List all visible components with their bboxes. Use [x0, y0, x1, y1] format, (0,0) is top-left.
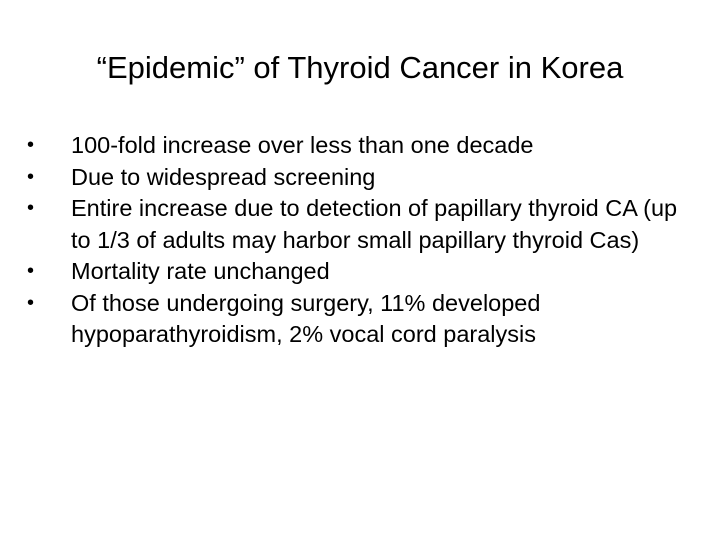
- slide-title: “Epidemic” of Thyroid Cancer in Korea: [96, 50, 624, 85]
- list-item: [27, 162, 687, 194]
- bullet-text: 100-fold increase over less than one decade: [71, 132, 534, 158]
- list-item: [27, 130, 687, 162]
- bullet-icon: •: [27, 260, 35, 282]
- bullet-icon: •: [27, 291, 35, 314]
- bullet-text: Entire increase due to detection of papillary thyroid CA (up to 1/3 of adults may harbor small papillary thyroid Cas): [71, 195, 678, 253]
- bullet-icon: •: [27, 197, 35, 219]
- bullet-icon: •: [27, 165, 35, 188]
- bullet-text: Mortality rate unchanged: [71, 258, 330, 284]
- list-item: [27, 193, 687, 256]
- bullet-list: [27, 130, 687, 351]
- list-item: [27, 256, 687, 288]
- bullet-text: Of those undergoing surgery, 11% developed hypoparathyroidism, 2% vocal cord paralysis: [71, 289, 541, 347]
- bullet-text: Due to widespread screening: [71, 163, 376, 190]
- list-item: [27, 288, 687, 351]
- bullet-icon: •: [27, 134, 35, 156]
